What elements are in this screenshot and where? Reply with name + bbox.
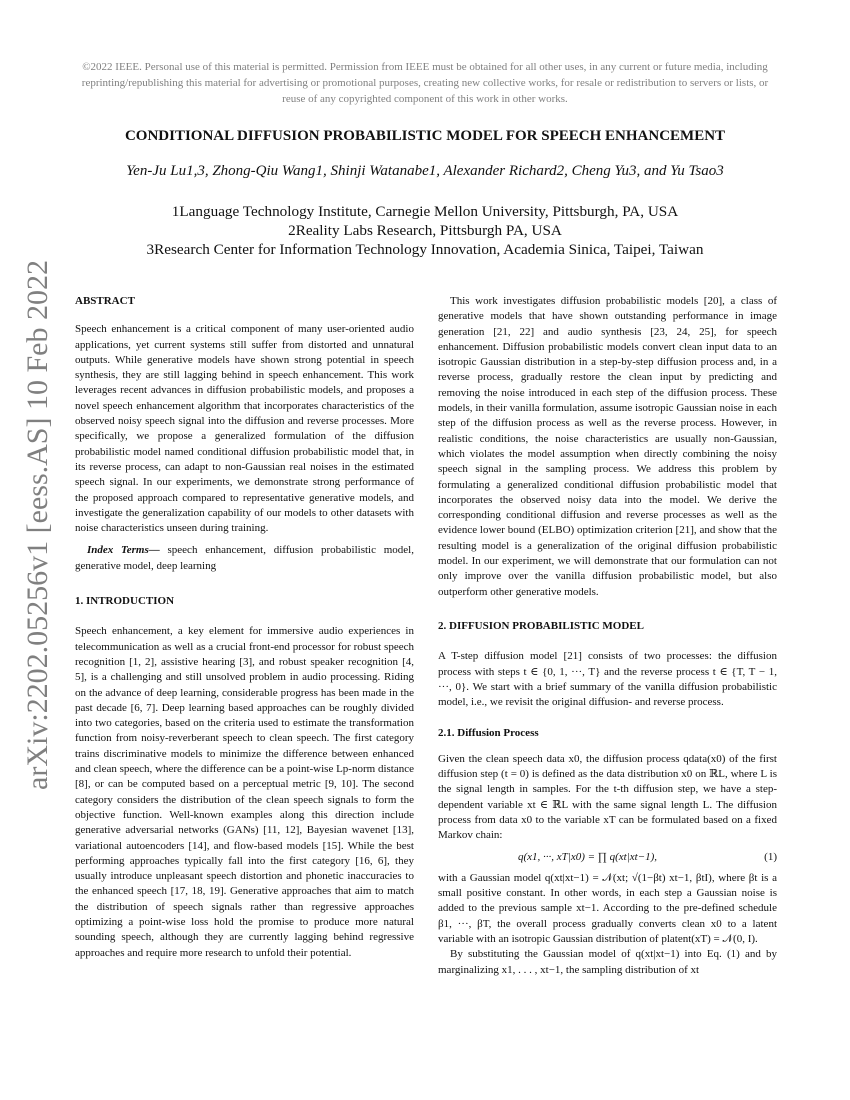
affiliations — [75, 202, 775, 259]
paper-title: CONDITIONAL DIFFUSION PROBABILISTIC MODEL FOR SPEECH ENHANCEMENT — [124, 128, 726, 144]
subsection-para2: with a Gaussian model q(xt|xt−1) = 𝒩(xt; √(1−βt) xt−1, βtI), where βt is a small positive constant. In other words, in each step a Gaussian noise is added to the previous sample xt−1. According to the pre-defined schedule β1, ···, βT, the overall process gradually converts clean x0 to a latent variable with an isotropic Gaussian distribution of platent(xT) = 𝒩(0, I). — [438, 871, 777, 945]
subsection-heading: 2.1. Diffusion Process — [438, 727, 539, 740]
equation-body: q(x1, ···, xT|x0) = ∏ q(xt|xt−1), — [518, 850, 657, 863]
equation-1 — [438, 850, 777, 865]
index-terms — [75, 543, 414, 574]
intro-text: Speech enhancement, a key element for immersive audio experiences in telecommunication as well as a crucial front-end processor for robust speech recognition [1, 2], assistive hearing [3], and robust speaker recognition [4, 5], is a challenging and still unsolved problem in audio processing. Riding on the advance of deep learning, considerable progress has been made in the past decade [6, 7]. Deep learning based approaches can be roughly divided into two categories, based on the criteria used to estimate the transformation function from noisy-reverberant speech to clean speech. The first category trains discriminative models to minimize the difference between enhanced and clean speech, where the difference can be a point-wise Lp-norm distance [8], or can be computed based on a perceptual metric [9, 10]. The second category considers the distribution of the clean speech signals to form the objective function. Well-known examples along this direction include generative adversarial networks (GANs) [11, 12], Bayesian wavenet [13], variational autoencoders [14], and flow-based models [15]. While the best performing approaches typically fall into the first category [16, 6], they usually introduce unpleasant speech distortion and phonetic inaccuracies to the enhanced speech [17, 18, 19]. Generative approaches that aim to match the distribution of speech signals rather than regressive approaches optimizing a point-wise loss hold the promise to produce more natural sounding speech, although they are currently lagging behind regressive approaches and require more research to unfold their potential. — [75, 625, 414, 959]
subsection-para3: By substituting the Gaussian model of q(xt|xt−1) into Eq. (1) and by marginalizing x1, . . . , xt−1, the sampling distribution of xt — [438, 948, 777, 976]
author-list: Yen-Ju Lu1,3, Zhong-Qiu Wang1, Shinji Watanabe1, Alexander Richard2, Cheng Yu3, and Yu Tsao3 — [126, 163, 724, 179]
arxiv-watermark: arXiv:2202.05256v1 [eess.AS] 10 Feb 2022 — [21, 260, 54, 790]
affiliation-1: 1Language Technology Institute, Carnegie Mellon University, Pittsburgh, PA, USA — [171, 203, 679, 220]
intro-continued-text: This work investigates diffusion probabilistic models [20], a class of generative models that have shown outstanding performance in image generation [21, 22] and audio synthesis [23, 24, 25], for speech enhancement. Diffusion probabilistic models convert clean input data to an isotropic Gaussian distribution in a step-by-step diffusion process and, in a reverse process, gradually restore the clean input by predicting and removing the noise introduced in each step of the diffusion process. These models, in their vanilla formulation, assume isotropic Gaussian noise in each step of the diffusion process as well as the reverse process. However, in realistic conditions, the noise characteristics are usually non-Gaussian, which violates the model assumption when directly combining the noisy speech signal in the sampling process. We address this problem by formulating a generalized conditional diffusion probabilistic model that incorporates the observed noisy data into the model. We derive the corresponding conditional diffusion and reverse processes as well as the evidence lower bound (ELBO) optimization criterion [21], and show that the resulting model is a generalization of the original diffusion probabilistic model. In our experiment, we will demonstrate that our formulation can not only improve over the vanilla diffusion probabilistic model, but also outperform other generative models. — [438, 295, 777, 598]
intro-heading: 1. INTRODUCTION — [75, 595, 175, 608]
abstract-heading: ABSTRACT — [75, 295, 135, 307]
section2-heading: 2. DIFFUSION PROBABILISTIC MODEL — [438, 619, 644, 632]
index-terms-label: Index Terms— — [87, 544, 160, 557]
left-column — [75, 294, 414, 961]
affiliation-3: 3Research Center for Information Technology Innovation, Academia Sinica, Taipei, Taiwan — [146, 241, 704, 258]
section2-text: A T-step diffusion model [21] consists of two processes: the diffusion process with steps t ∈ {0, 1, ···, T} and the reverse process t ∈ {T, T − 1, ···, 0}. We start with a brief summary of the vanilla diffusion probabilistic model, i.e., we revisit the original diffusion- and reverse process. — [438, 650, 777, 709]
copyright-notice: ©2022 IEEE. Personal use of this material is permitted. Permission from IEEE must be obtained for all other uses, in any current or future media, including reprinting/republishing this material for advertising or promotional purposes, creating new collective works, for resale or redistribution to servers or lists, or reuse of any copyrighted component of this work in other works. — [81, 61, 769, 105]
abstract-text: Speech enhancement is a critical component of many user-oriented audio applications, yet current systems still suffer from distorted and unnatural outputs. While generative models have shown strong potential in speech synthesis, they are still lagging behind in speech enhancement. This work leverages recent advances in diffusion probabilistic models, and proposes a novel speech enhancement algorithm that incorporates characteristics of the observed noisy speech signal into the diffusion and reverse processes. More specifically, we propose a generalized formulation of the diffusion probabilistic model named conditional diffusion probabilistic model that, in its reverse process, can adapt to non-Gaussian real noises in the estimated speech signal. In our experiments, we demonstrate strong performance of the proposed approach compared to representative generative models, and investigate the generalization capability of our models to other datasets with noise characteristics unseen during training. — [75, 323, 414, 535]
right-column — [438, 294, 777, 978]
affiliation-2: 2Reality Labs Research, Pittsburgh PA, USA — [288, 222, 562, 239]
equation-number: (1) — [764, 850, 777, 863]
subsection-para1: Given the clean speech data x0, the diffusion process qdata(x0) of the first diffusion step (t = 0) is defined as the data distribution x0 on ℝL, where L is the signal length in samples. For the t-th diffusion step, we have a step-dependent variable xt ∈ ℝL with the same signal length L. The diffusion process from data x0 to the variable xT can be formulated based on a fixed Markov chain: — [438, 752, 777, 842]
index-terms-text: speech enhancement, diffusion probabilistic model, generative model, deep learning — [75, 544, 414, 572]
